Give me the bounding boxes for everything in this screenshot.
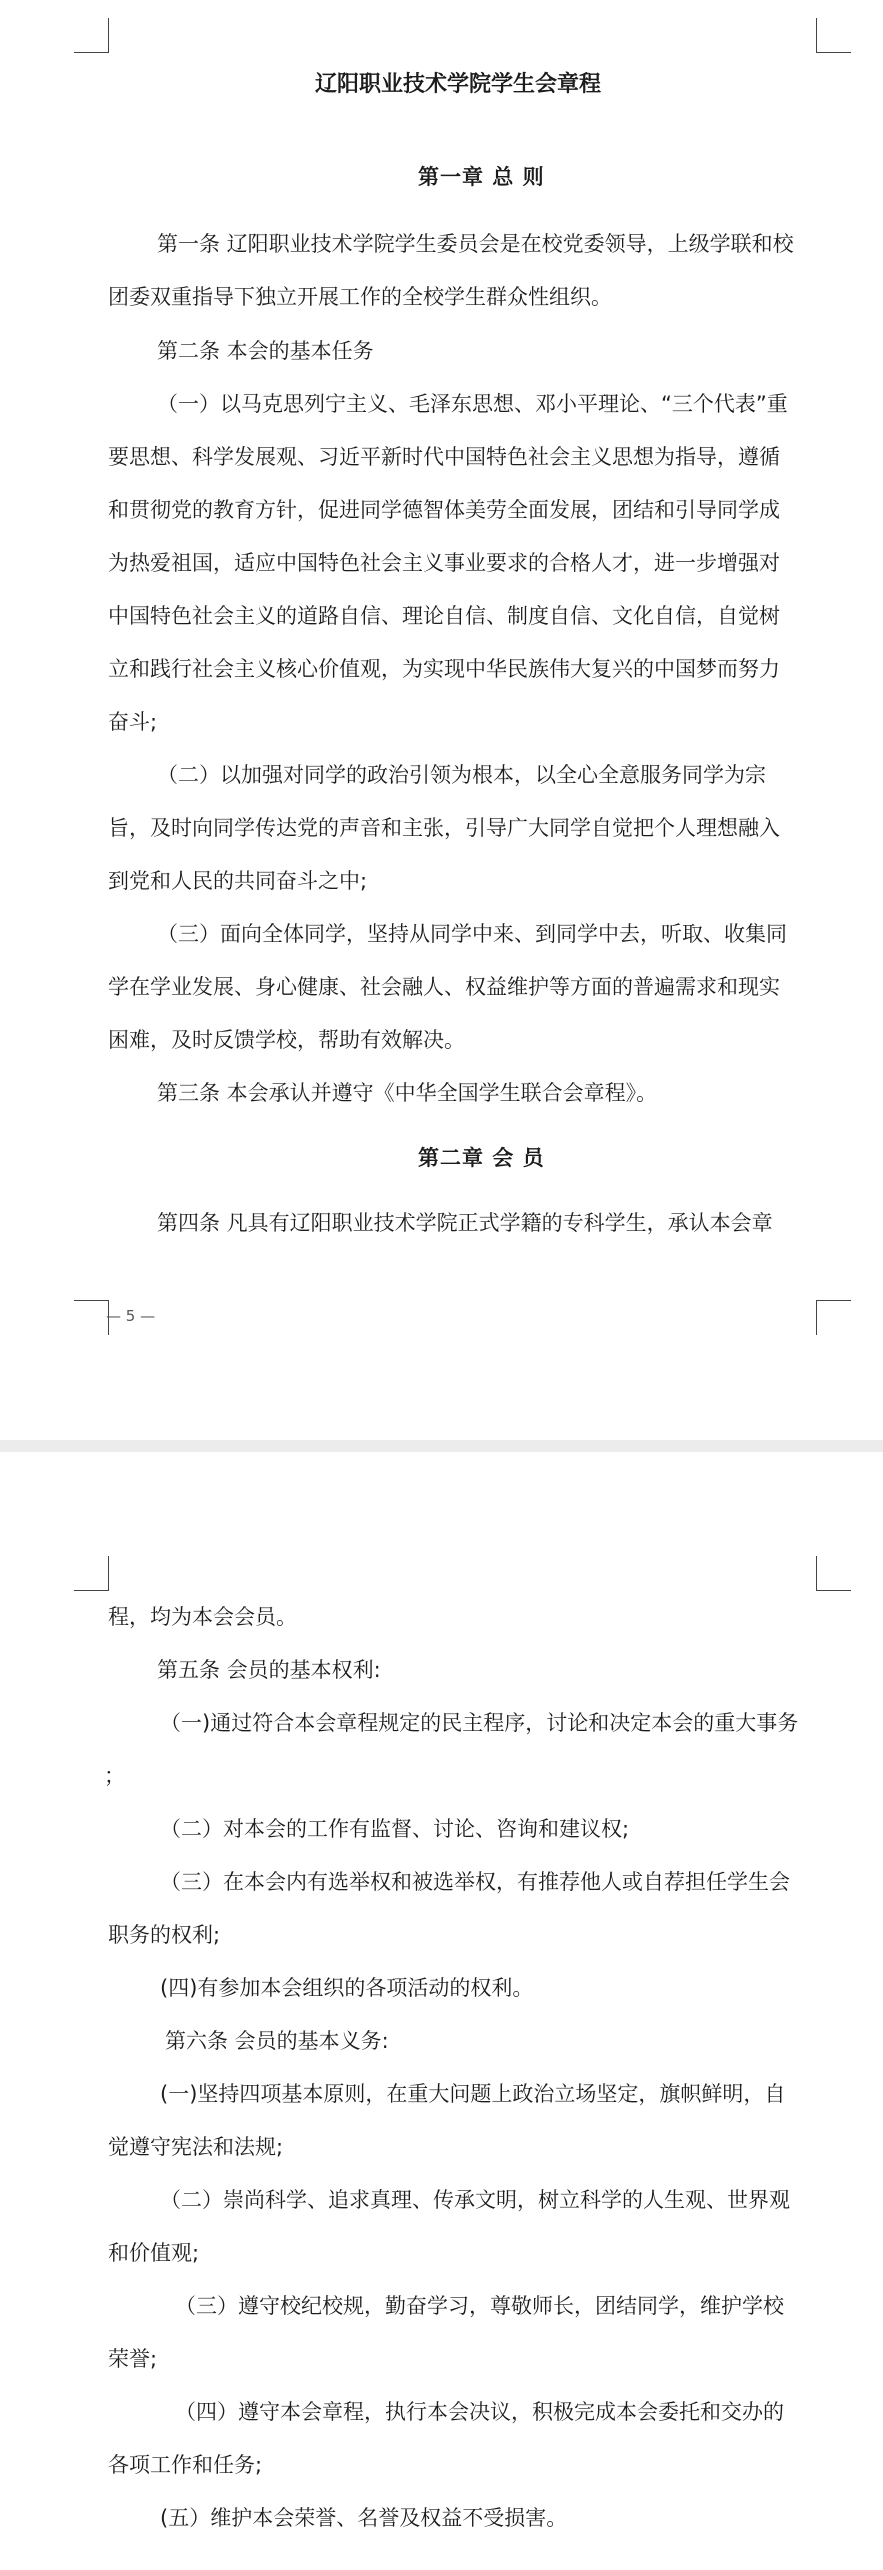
paragraph-line: 奋斗; (108, 710, 158, 734)
crop-mark-bottom-right (816, 1300, 851, 1335)
paragraph-line: 中国特色社会主义的道路自信、理论自信、制度自信、文化自信，自觉树 (108, 604, 780, 628)
paragraph-line: 困难，及时反馈学校，帮助有效解决。 (108, 1028, 465, 1052)
crop-mark-top-left (74, 18, 109, 53)
crop-mark-top-right (816, 18, 851, 53)
paragraph-line: 团委双重指导下独立开展工作的全校学生群众性组织。 (108, 285, 612, 309)
paragraph-line: 立和践行社会主义核心价值观，为实现中华民族伟大复兴的中国梦而努力 (108, 657, 780, 681)
paragraph-line: 第六条 会员的基本义务: (165, 2029, 389, 2053)
paragraph-line: (五）维护本会荣誉、名誉及权益不受损害。 (160, 2506, 568, 2530)
paragraph-line: 学在学业发展、身心健康、社会融人、权益维护等方面的普遍需求和现实 (108, 975, 780, 999)
crop-mark-bottom-left (74, 1300, 109, 1335)
paragraph-line: 第五条 会员的基本权利: (157, 1658, 381, 1682)
paragraph-line: 程，均为本会会员。 (108, 1605, 297, 1629)
paragraph-line: （二）崇尚科学、追求真理、传承文明，树立科学的人生观、世界观 (160, 2188, 790, 2212)
chapter-heading: 第一章 总 则 (418, 165, 545, 189)
paragraph-line: （四）遵守本会章程，执行本会决议，积极完成本会委托和交办的 (175, 2400, 784, 2424)
paragraph-line: 荣誉; (108, 2347, 158, 2371)
paragraph-line: ； (104, 1764, 125, 1788)
paragraph-line: 和贯彻党的教育方针，促进同学德智体美劳全面发展，团结和引导同学成 (108, 498, 780, 522)
page-number: — 5 — (106, 1307, 156, 1325)
paragraph-line: （三）面向全体同学，坚持从同学中来、到同学中去，听取、收集同 (157, 922, 787, 946)
paragraph-line: 和价值观; (108, 2241, 200, 2265)
paragraph-line: 第二条 本会的基本任务 (157, 339, 374, 363)
document-page-2 (0, 1452, 883, 2570)
paragraph-line: 第四条 凡具有辽阳职业技术学院正式学籍的专科学生，承认本会章 (157, 1211, 773, 1235)
chapter-heading: 第二章 会 员 (418, 1146, 545, 1170)
paragraph-line: （三）遵守校纪校规，勤奋学习，尊敬师长，团结同学，维护学校 (175, 2294, 784, 2318)
paragraph-line: 职务的权利; (108, 1923, 221, 1947)
crop-mark-top-right (816, 1556, 851, 1591)
paragraph-line: （三）在本会内有选举权和被选举权，有推荐他人或自荐担任学生会 (160, 1870, 790, 1894)
paragraph-line: （一)通过符合本会章程规定的民主程序，讨论和决定本会的重大事务 (160, 1711, 799, 1735)
paragraph-line: （二）对本会的工作有监督、讨论、咨询和建议权; (160, 1817, 630, 1841)
paragraph-line: 觉遵守宪法和法规; (108, 2135, 284, 2159)
paragraph-line: (一)坚持四项基本原则，在重大问题上政治立场坚定，旗帜鲜明，自 (160, 2082, 786, 2106)
page-separator (0, 1440, 883, 1452)
paragraph-line: （二）以加强对同学的政治引领为根本，以全心全意服务同学为宗 (157, 763, 766, 787)
paragraph-line: 要思想、科学发展观、习近平新时代中国特色社会主义思想为指导，遵循 (108, 445, 780, 469)
paragraph-line: 各项工作和任务; (108, 2453, 263, 2477)
paragraph-line: 到党和人民的共同奋斗之中; (108, 869, 368, 893)
crop-mark-top-left (74, 1556, 109, 1591)
paragraph-line: 第一条 辽阳职业技术学院学生委员会是在校党委领导，上级学联和校 (157, 232, 794, 256)
paragraph-line: 旨，及时向同学传达党的声音和主张，引导广大同学自觉把个人理想融入 (108, 816, 780, 840)
paragraph-line: (四)有参加本会组织的各项活动的权利。 (160, 1976, 534, 2000)
paragraph-line: 第三条 本会承认并遵守《中华全国学生联合会章程》。 (157, 1081, 658, 1105)
paragraph-line: 为热爱祖国，适应中国特色社会主义事业要求的合格人才，进一步增强对 (108, 551, 780, 575)
document-title: 辽阳职业技术学院学生会章程 (315, 72, 602, 97)
paragraph-line: （一）以马克思列宁主义、毛泽东思想、邓小平理论、“三个代表”重 (157, 392, 788, 416)
